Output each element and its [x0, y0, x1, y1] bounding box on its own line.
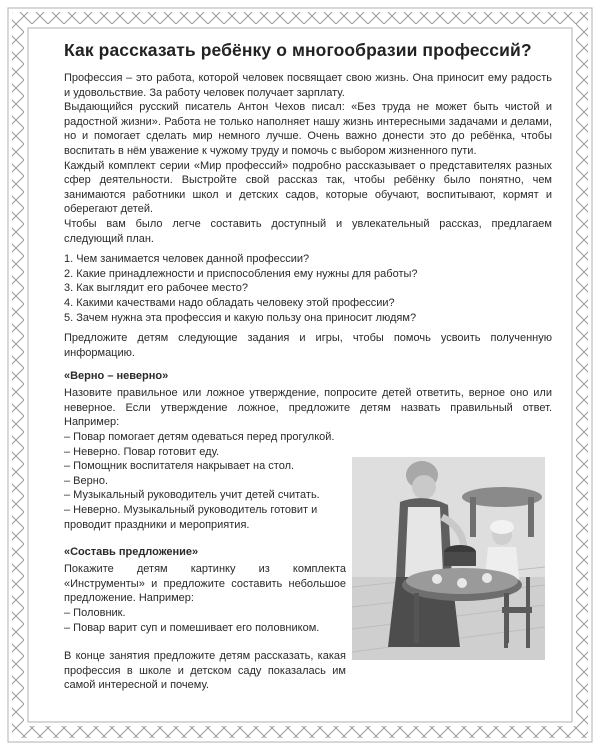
game1-title: «Верно – неверно»: [64, 370, 169, 383]
game1-line-3: – Помощник воспитателя накрывает на стол.: [64, 460, 295, 473]
game1-text: Назовите правильное или ложное утверждение, попросите детей ответить, верное оно или неверное. Если утверждение ложное, предложите детям назвать правильный ответ. Например:: [64, 387, 552, 429]
tasks-intro: Предложите детям следующие задания и игры, чтобы помочь усвоить полученную информацию.: [64, 332, 552, 359]
page-title: Как рассказать ребёнку о многообразии профессий?: [64, 40, 532, 60]
game1-line-6: – Неверно. Музыкальный руководитель готовит и проводит праздники и мероприятия.: [64, 504, 318, 531]
game1-line-1: – Повар помогает детям одеваться перед прогулкой.: [64, 431, 335, 444]
plan-list: [64, 252, 552, 325]
intro-paragraph-4: Чтобы вам было легче составить доступный и увлекательный рассказ, предлагаем следующий план.: [64, 217, 552, 245]
plan-item-1: 1. Чем занимается человек данной профессии?: [64, 253, 310, 266]
plan-item-5: 5. Зачем нужна эта профессия и какую пользу она приносит людям?: [64, 311, 417, 324]
outro: В конце занятия предложите детям рассказать, какая профессия в школе и детском саду показалась им самой интересной и почему.: [64, 650, 346, 692]
game1-lines: [64, 430, 346, 532]
game1-line-5: – Музыкальный руководитель учит детей считать.: [64, 489, 320, 502]
plan-item-2: 2. Какие принадлежности и приспособления ему нужны для работы?: [64, 267, 418, 280]
game2-line-2: – Повар варит суп и помешивает его половником.: [64, 621, 320, 634]
game1-line-4: – Верно.: [64, 474, 108, 487]
plan-item-3: 3. Как выглядит его рабочее место?: [64, 282, 249, 295]
cook-and-child-illustration: [352, 457, 545, 660]
plan-item-4: 4. Какими качествами надо обладать человеку этой профессии?: [64, 296, 395, 309]
game2-line-1: – Половник.: [64, 607, 126, 619]
game2-text: Покажите детям картинку из комплекта «Инструменты» и предложите составить небольшое предложение. Например:: [64, 563, 346, 605]
intro-paragraph-2: Выдающийся русский писатель Антон Чехов писал: «Без труда не может быть чистой и радостной жизни». Работа не только наполняет нашу жизнь интересными задачами и делами, но и помогает сделать мир немного лучше. Очень важно донести это до ребёнка, чтобы воспитать в нём уважение к чужому труду и помочь с выбором жизненного пути.: [64, 101, 552, 157]
game2-title: «Составь предложение»: [64, 546, 199, 559]
intro-paragraph-1: Профессия – это работа, которой человек посвящает свою жизнь. Она приносит ему радость и удовольствие. За работу человек получает зарплату.: [64, 72, 552, 99]
game1-line-2: – Неверно. Повар готовит еду.: [64, 445, 220, 458]
intro-paragraph-3: Каждый комплект серии «Мир профессий» подробно рассказывает о представителях разных сфер деятельности. Выстройте свой рассказ так, чтобы ребёнку было понятно, чем занимаются работники школ и детских садов, которые обучают, воспитывают, кормят и оберегают детей.: [64, 159, 552, 216]
